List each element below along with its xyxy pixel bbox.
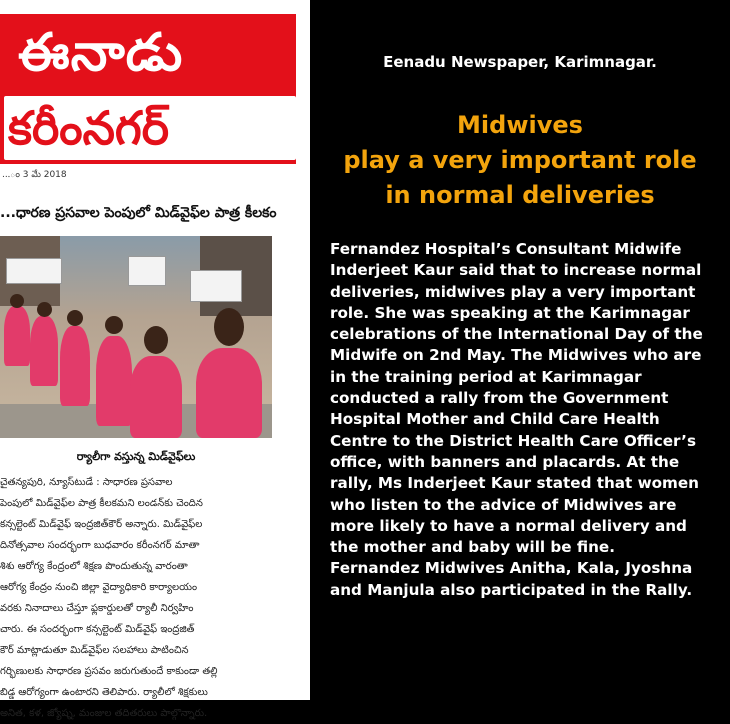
news-body-line: దినోత్సవాల సందర్భంగా బుధవారం కరీంనగర్ మాతా [0, 540, 200, 551]
masthead-title: ఈనాడు [18, 23, 184, 83]
newspaper-clipping [0, 0, 310, 719]
news-body-line: శిశు ఆరోగ్య కేంద్రంలో శిక్షణ పొందుతున్న వారంతా [0, 561, 188, 572]
article-line: deliveries, midwives play a very important [330, 282, 696, 301]
news-body-line: కౌర్ మాట్లాడుతూ మిడ్‌వైఫ్‌ల సలహాలు పాటించిన [0, 645, 189, 656]
article-body [330, 239, 730, 601]
newspaper-masthead [0, 14, 296, 164]
article-title-line: Midwives [457, 111, 583, 139]
news-body-line: వరకు నినాదాలు చేస్తూ ఫ్లకార్డులతో ర్యాలీ నిర్వహిం [0, 603, 194, 614]
rally-photo [0, 236, 272, 438]
article-line: conducted a rally from the Government [330, 389, 669, 408]
source-line: Eenadu Newspaper, Karimnagar. [383, 53, 657, 71]
article-title-line: in normal deliveries [385, 181, 655, 209]
article-line: and Manjula also participated in the Rally. [330, 580, 693, 599]
article-line: in the training period at Karimnagar [330, 367, 642, 386]
article-line: role. She was speaking at the Karimnagar [330, 303, 690, 322]
article-line: Centre to the District Health Care Officer’s [330, 431, 696, 450]
article-line: Midwife on 2nd May. The Midwives who are [330, 346, 702, 365]
news-body-line: కన్సల్టెంట్ మిడ్‌వైఫ్ ఇంద్రజిత్‌కౌర్ అన్నారు. మిడ్‌వైఫ్‌ల [0, 519, 203, 530]
article-line: Fernandez Midwives Anitha, Kala, Jyoshna [330, 559, 693, 578]
article-line: Hospital Mother and Child Care Health [330, 410, 660, 429]
article-line: the mother and baby will be fine. [330, 538, 616, 557]
masthead-edition: కరీంనగర్ [8, 101, 170, 155]
translation-panel [310, 0, 703, 700]
article-line: office, with banners and placards. At the [330, 452, 680, 471]
article-line: Fernandez Hospital’s Consultant Midwife [330, 240, 682, 258]
photo-caption: ర్యాలీగా వస్తున్న మిడ్‌వైఫ్‌లు [76, 450, 196, 463]
news-body-line: చైతన్యపురి, న్యూస్‌టుడే : సాధారణ ప్రసవాల [0, 477, 173, 488]
article-line: more likely to have a normal delivery and [330, 516, 687, 535]
news-body-line: బిడ్డ ఆరోగ్యంగా ఉంటారని తెలిపారు. ర్యాలీలో శిక్షకులు [0, 687, 208, 698]
news-headline: ...ధారణ ప్రసవాల పెంపులో మిడ్‌వైఫ్‌ల పాత్ర కీలకం [0, 205, 277, 221]
article-line: Inderjeet Kaur said that to increase normal [330, 261, 702, 280]
article-title [310, 108, 730, 213]
news-body-line: పెంపులో మిడ్‌వైఫ్‌ల పాత్ర కీలకమని లండన్‌కు చెందిన [0, 498, 203, 509]
dateline: ...ం 3 మే 2018 [2, 170, 67, 180]
news-body-line: చారు. ఈ సందర్భంగా కన్సల్టెంట్ మిడ్‌వైఫ్ ఇంద్రజిత్ [0, 624, 195, 635]
article-line: who listen to the advice of Midwives are [330, 495, 677, 514]
news-body-line: ఆరోగ్య కేంద్రం నుంచి జిల్లా వైద్యాధికారి కార్యాలయం [0, 582, 198, 593]
article-line: celebrations of the International Day of the [330, 325, 703, 344]
news-body-line: గర్భిణులకు సాధారణ ప్రసవం జరుగుతుందే కాకుండా తల్లి [0, 666, 218, 677]
news-body-line: అనిత, కళ, జ్యోష్న, మంజుల తదితరులు పాల్గొన్నారు. [0, 708, 208, 719]
news-body [0, 472, 300, 719]
article-line: rally, Ms Inderjeet Kaur stated that women [330, 474, 699, 493]
masthead-edition-box [4, 96, 296, 160]
article-title-line: play a very important role [343, 146, 697, 174]
